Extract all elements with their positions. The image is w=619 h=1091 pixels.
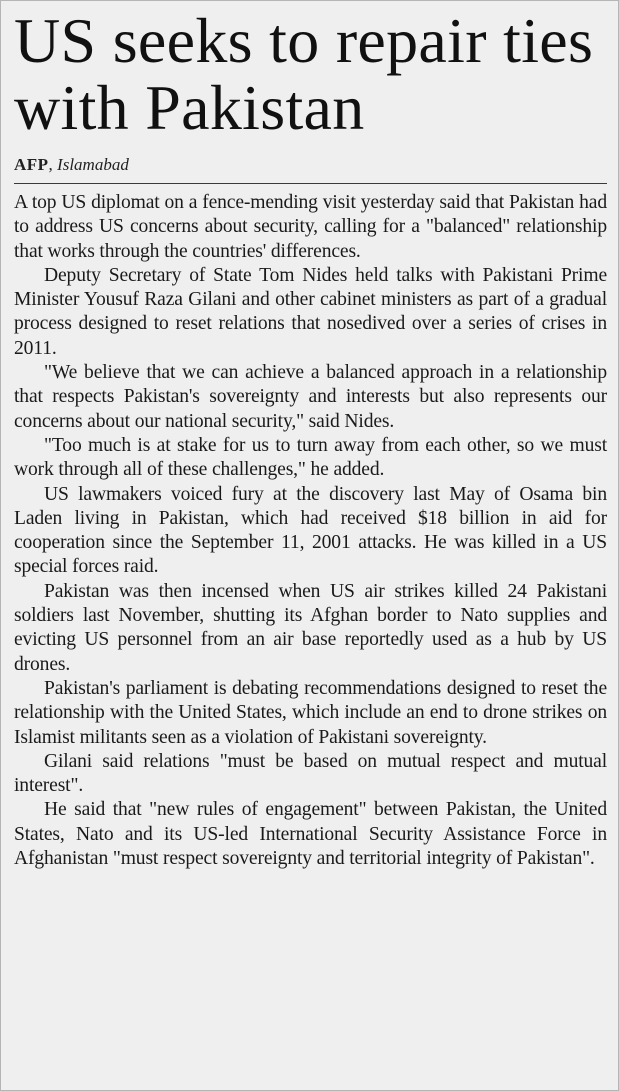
byline: [14, 155, 607, 175]
paragraph: He said that "new rules of engagement" between Pakistan, the United States, Nato and its US-led International Security Assistance Force in Afghanistan "must respect sovereignty and territorial integrity of Pakistan".: [14, 799, 607, 870]
paragraph: Pakistan's parliament is debating recommendations designed to reset the relationship with the United States, which include an end to drone strikes on Islamist militants seen as a violation of Pakistani sovereignty.: [14, 677, 607, 748]
paragraph: US lawmakers voiced fury at the discovery last May of Osama bin Laden living in Pakistan, which had received $18 billion in aid for cooperation since the September 11, 2001 attacks. He was killed in a US special forces raid.: [14, 483, 607, 578]
byline-agency: AFP: [14, 155, 49, 174]
paragraph: "Too much is at stake for us to turn away from each other, so we must work through all of these challenges," he added.: [14, 434, 607, 481]
paragraph: Deputy Secretary of State Tom Nides held talks with Pakistani Prime Minister Yousuf Raza Gilani and other cabinet ministers as part of a gradual process designed to reset relations that nosedived over a series of crises in 2011.: [14, 264, 607, 359]
byline-location: Islamabad: [57, 155, 129, 174]
headline: US seeks to repair ties with Pakistan: [14, 5, 594, 143]
paragraph: Gilani said relations "must be based on mutual respect and mutual interest".: [14, 750, 607, 797]
paragraph: A top US diplomat on a fence-mending visit yesterday said that Pakistan had to address US concerns about security, calling for a "balanced" relationship that works through the countries' differences.: [14, 192, 607, 262]
paragraph: "We believe that we can achieve a balanced approach in a relationship that respects Pakistan's sovereignty and interests but also represents our concerns about our national security," said Nides.: [14, 362, 607, 432]
paragraph: Pakistan was then incensed when US air strikes killed 24 Pakistani soldiers last November, shutting its Afghan border to Nato supplies and evicting US personnel from an air base reportedly used as a hub by US drones.: [14, 580, 607, 675]
byline-divider: [14, 183, 607, 184]
article-body: [14, 191, 607, 871]
byline-separator: ,: [48, 155, 58, 174]
